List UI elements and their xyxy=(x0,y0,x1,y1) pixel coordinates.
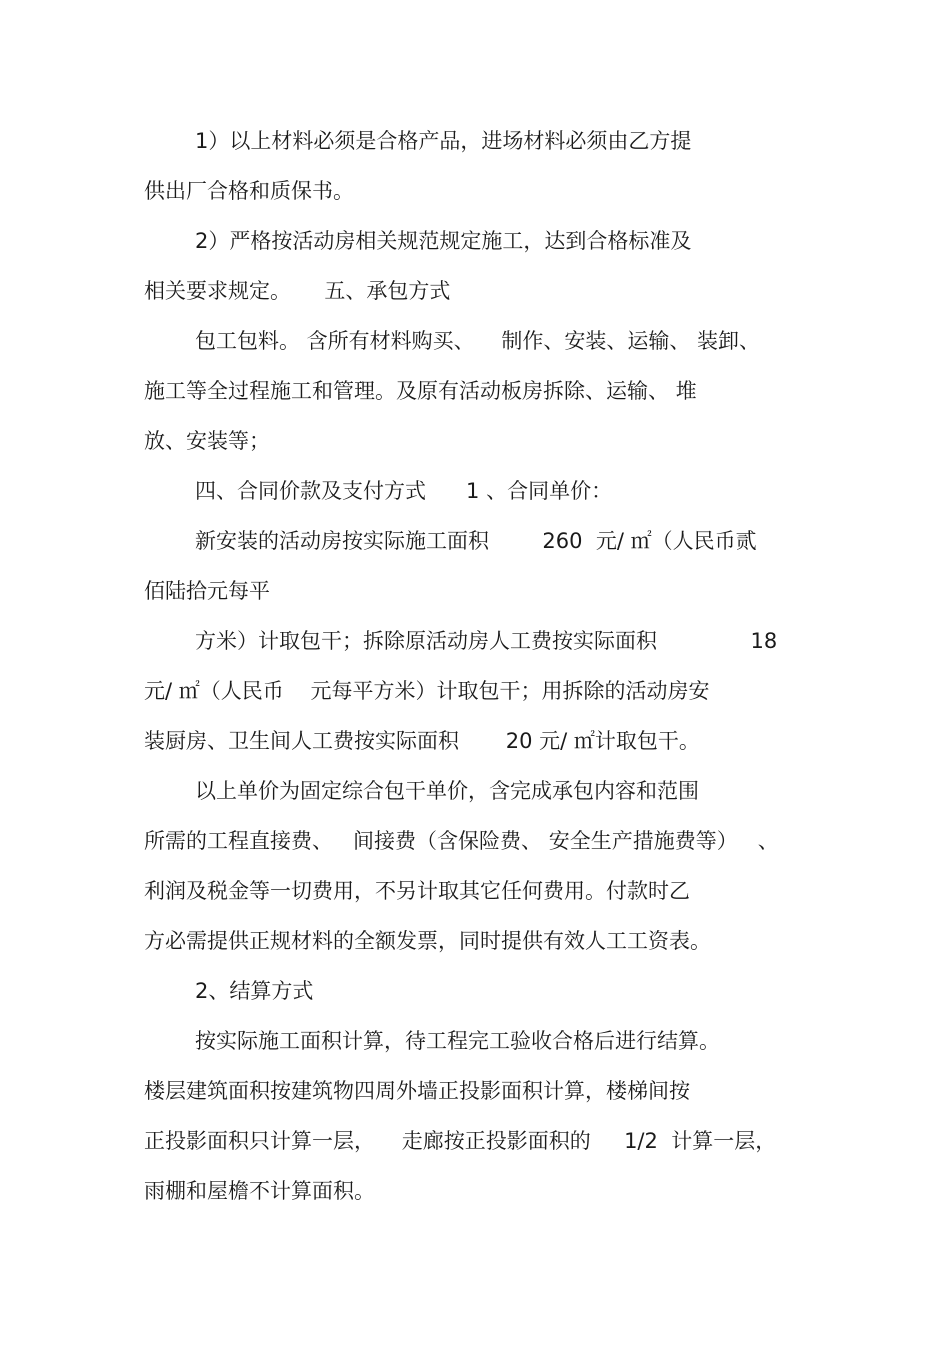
text-line: 方必需提供正规材料的全额发票，同时提供有效人工工资表。 xyxy=(144,929,711,953)
text-line: 方米）计取包干；拆除原活动房人工费按实际面积 18 xyxy=(195,629,778,653)
text-line: 相关要求规定。 五、承包方式 xyxy=(144,279,451,303)
text-line: 放、安装等； xyxy=(144,429,270,453)
text-line: 按实际施工面积计算，待工程完工验收合格后进行结算。 xyxy=(195,1029,720,1053)
text-line: 1）以上材料必须是合格产品，进场材料必须由乙方提 xyxy=(195,129,692,153)
text-line: 楼层建筑面积按建筑物四周外墙正投影面积计算，楼梯间按 xyxy=(144,1079,690,1103)
text-line: 佰陆拾元每平 xyxy=(144,579,270,603)
text-line: 装厨房、卫生间人工费按实际面积 20 元/ ㎡计取包干。 xyxy=(144,729,700,753)
text-line: 利润及税金等一切费用，不另计取其它任何费用。付款时乙 xyxy=(144,879,690,903)
text-line: 供出厂合格和质保书。 xyxy=(144,179,354,203)
text-line: 元/ ㎡（人民币 元每平方米）计取包干；用拆除的活动房安 xyxy=(144,679,710,703)
text-line: 包工包料。 含所有材料购买、 制作、安装、运输、 装卸、 xyxy=(195,329,761,353)
text-line: 以上单价为固定综合包干单价，含完成承包内容和范围 xyxy=(195,779,699,803)
text-line: 四、合同价款及支付方式 1 、合同单价： xyxy=(195,479,613,503)
section-heading: 2、结算方式 xyxy=(195,979,314,1003)
text-line: 新安装的活动房按实际施工面积 260 元/ ㎡（人民币贰 xyxy=(195,529,757,553)
text-line: 施工等全过程施工和管理。及原有活动板房拆除、运输、 堆 xyxy=(144,379,697,403)
text-line: 2）严格按活动房相关规范规定施工，达到合格标准及 xyxy=(195,229,692,253)
text-line: 雨棚和屋檐不计算面积。 xyxy=(144,1179,375,1203)
text-line: 正投影面积只计算一层， 走廊按正投影面积的 1/2 计算一层， xyxy=(144,1129,777,1153)
text-line: 所需的工程直接费、 间接费（含保险费、 安全生产措施费等） 、 xyxy=(144,829,779,853)
